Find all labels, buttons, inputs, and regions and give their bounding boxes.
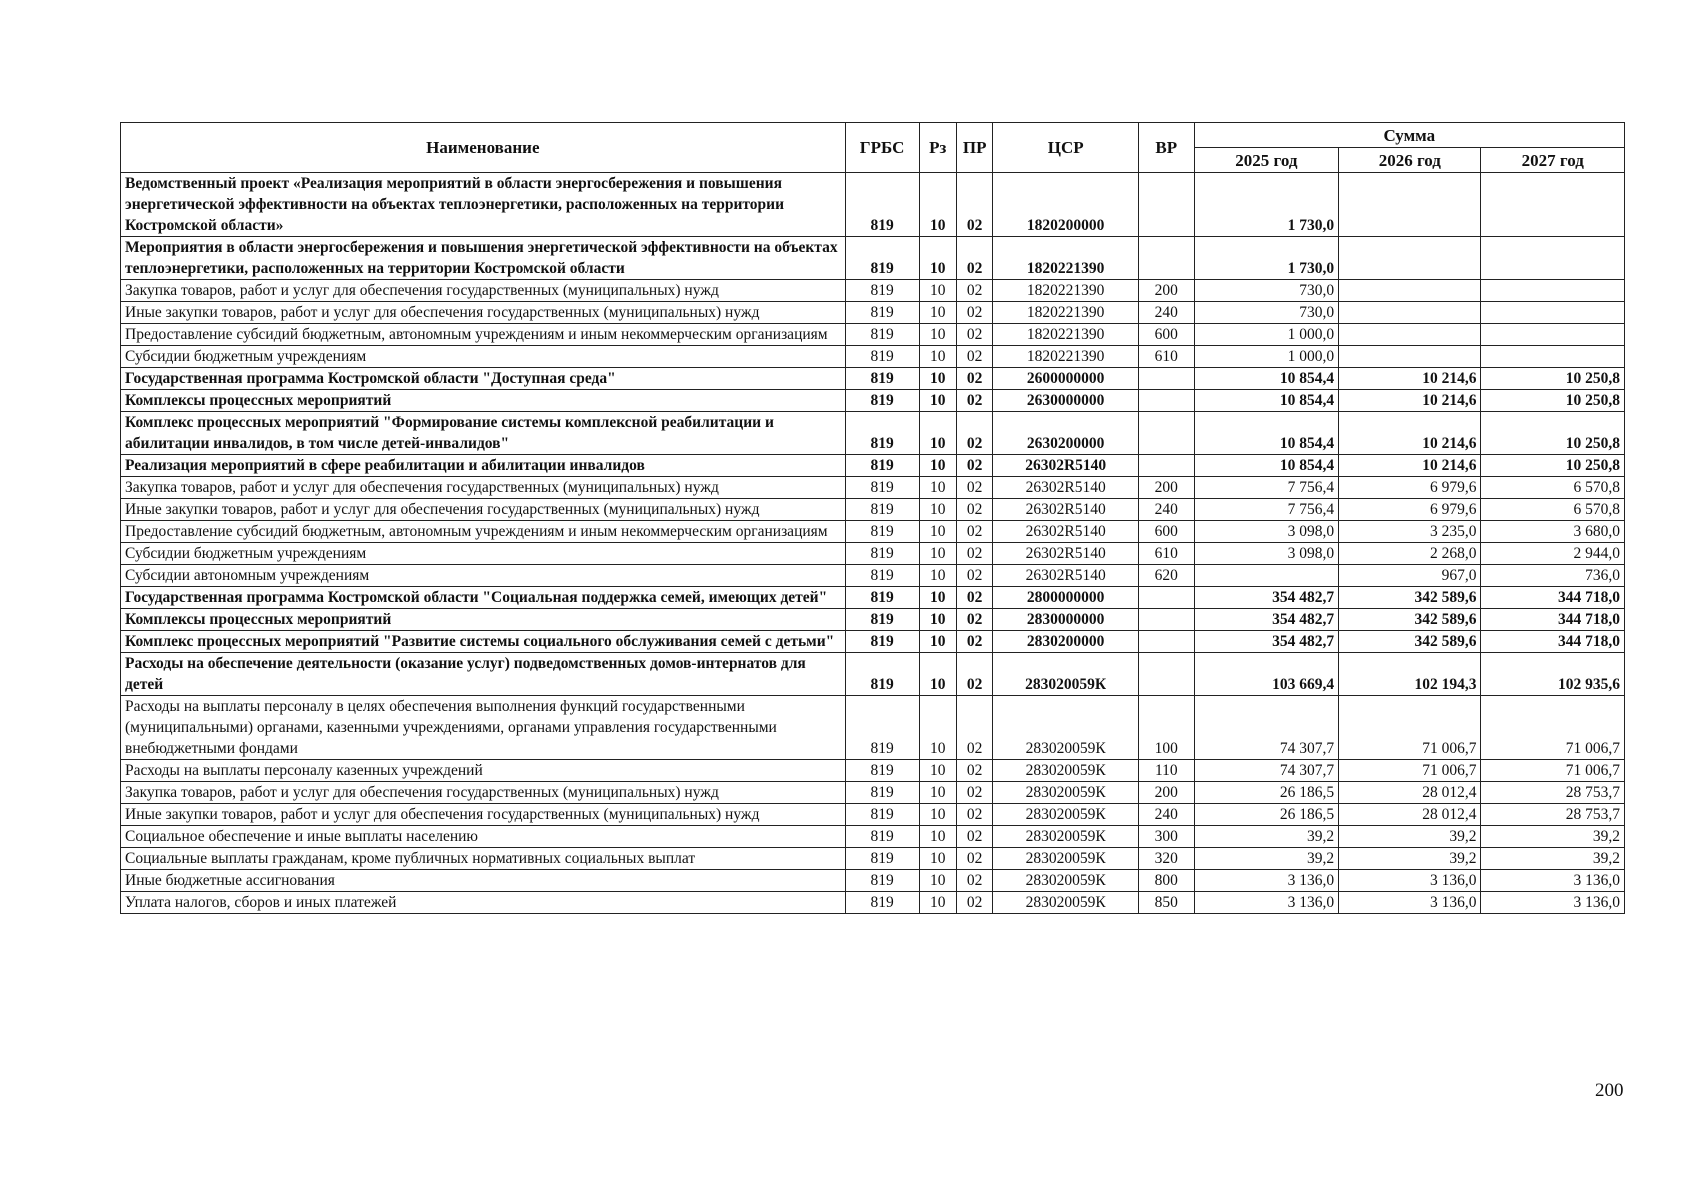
budget-table: [120, 122, 1625, 914]
cell-pr: 02: [956, 565, 992, 587]
cell-grbs: 819: [845, 499, 919, 521]
cell-pr: 02: [956, 477, 992, 499]
cell-rz: 10: [919, 696, 956, 760]
cell-2026: [1339, 173, 1481, 237]
cell-2026: 2 268,0: [1339, 543, 1481, 565]
cell-grbs: 819: [845, 565, 919, 587]
table-row: [121, 237, 1625, 280]
cell-2025: 3 098,0: [1194, 543, 1339, 565]
cell-csr: 1820221390: [993, 302, 1139, 324]
cell-grbs: 819: [845, 609, 919, 631]
cell-grbs: 819: [845, 346, 919, 368]
cell-pr: 02: [956, 412, 992, 455]
cell-rz: 10: [919, 804, 956, 826]
cell-pr: 02: [956, 848, 992, 870]
header-year-2026: 2026 год: [1339, 148, 1481, 173]
cell-2027: [1481, 280, 1625, 302]
header-vr: ВР: [1138, 123, 1194, 173]
cell-name: Мероприятия в области энергосбережения и повышения энергетической эффективности на объектах теплоэнергетики, расположенных на территории Костромской области: [121, 237, 846, 280]
cell-2026: 10 214,6: [1339, 368, 1481, 390]
page-number: 200: [1595, 1080, 1624, 1101]
header-rz: Рз: [919, 123, 956, 173]
cell-2025: 39,2: [1194, 848, 1339, 870]
table-row: [121, 346, 1625, 368]
cell-2025: 3 136,0: [1194, 892, 1339, 914]
cell-rz: 10: [919, 760, 956, 782]
cell-csr: 283020059К: [993, 782, 1139, 804]
cell-grbs: 819: [845, 782, 919, 804]
cell-2025: 26 186,5: [1194, 782, 1339, 804]
cell-grbs: 819: [845, 826, 919, 848]
header-grbs: ГРБС: [845, 123, 919, 173]
cell-vr: [1138, 455, 1194, 477]
cell-vr: 240: [1138, 302, 1194, 324]
cell-csr: 2830000000: [993, 609, 1139, 631]
cell-2025: 103 669,4: [1194, 653, 1339, 696]
cell-pr: 02: [956, 804, 992, 826]
cell-2025: 26 186,5: [1194, 804, 1339, 826]
cell-2025: 74 307,7: [1194, 760, 1339, 782]
cell-name: Расходы на обеспечение деятельности (оказание услуг) подведомственных домов-интернатов для детей: [121, 653, 846, 696]
table-row: [121, 412, 1625, 455]
cell-csr: 283020059К: [993, 653, 1139, 696]
table-row: [121, 826, 1625, 848]
table-row: [121, 521, 1625, 543]
cell-2027: 2 944,0: [1481, 543, 1625, 565]
cell-pr: 02: [956, 782, 992, 804]
cell-vr: [1138, 631, 1194, 653]
cell-2026: 6 979,6: [1339, 499, 1481, 521]
cell-vr: [1138, 237, 1194, 280]
cell-vr: 600: [1138, 324, 1194, 346]
cell-2027: 344 718,0: [1481, 609, 1625, 631]
cell-2027: 10 250,8: [1481, 390, 1625, 412]
table-row: [121, 848, 1625, 870]
cell-2026: 71 006,7: [1339, 696, 1481, 760]
cell-vr: 610: [1138, 346, 1194, 368]
cell-csr: 283020059К: [993, 826, 1139, 848]
cell-grbs: 819: [845, 237, 919, 280]
cell-grbs: 819: [845, 302, 919, 324]
cell-rz: 10: [919, 280, 956, 302]
cell-2027: 39,2: [1481, 848, 1625, 870]
cell-2026: [1339, 346, 1481, 368]
header-csr: ЦСР: [993, 123, 1139, 173]
cell-pr: 02: [956, 892, 992, 914]
cell-2025: 10 854,4: [1194, 412, 1339, 455]
table-row: [121, 609, 1625, 631]
cell-rz: 10: [919, 173, 956, 237]
cell-grbs: 819: [845, 892, 919, 914]
cell-rz: 10: [919, 499, 956, 521]
cell-csr: 2800000000: [993, 587, 1139, 609]
cell-vr: 240: [1138, 499, 1194, 521]
cell-2025: 39,2: [1194, 826, 1339, 848]
cell-pr: 02: [956, 521, 992, 543]
cell-2025: 730,0: [1194, 302, 1339, 324]
cell-vr: [1138, 390, 1194, 412]
cell-rz: 10: [919, 324, 956, 346]
cell-name: Иные бюджетные ассигнования: [121, 870, 846, 892]
cell-2027: [1481, 237, 1625, 280]
cell-name: Субсидии автономным учреждениям: [121, 565, 846, 587]
cell-csr: 1820200000: [993, 173, 1139, 237]
cell-2027: 10 250,8: [1481, 368, 1625, 390]
cell-pr: 02: [956, 173, 992, 237]
cell-2025: 1 000,0: [1194, 346, 1339, 368]
cell-2026: 3 136,0: [1339, 870, 1481, 892]
cell-name: Расходы на выплаты персоналу казенных учреждений: [121, 760, 846, 782]
cell-pr: 02: [956, 237, 992, 280]
cell-csr: 283020059К: [993, 870, 1139, 892]
cell-2026: [1339, 302, 1481, 324]
cell-2027: [1481, 302, 1625, 324]
cell-rz: 10: [919, 631, 956, 653]
cell-2027: [1481, 324, 1625, 346]
cell-2027: 71 006,7: [1481, 760, 1625, 782]
cell-name: Иные закупки товаров, работ и услуг для обеспечения государственных (муниципальных) нужд: [121, 499, 846, 521]
cell-2026: 342 589,6: [1339, 587, 1481, 609]
table-row: [121, 870, 1625, 892]
cell-vr: 800: [1138, 870, 1194, 892]
cell-grbs: 819: [845, 280, 919, 302]
cell-vr: [1138, 609, 1194, 631]
cell-csr: 26302R5140: [993, 543, 1139, 565]
cell-csr: 2630000000: [993, 390, 1139, 412]
table-row: [121, 653, 1625, 696]
cell-2027: [1481, 173, 1625, 237]
cell-2026: 10 214,6: [1339, 455, 1481, 477]
cell-vr: 850: [1138, 892, 1194, 914]
cell-2027: 39,2: [1481, 826, 1625, 848]
cell-pr: 02: [956, 609, 992, 631]
cell-csr: 283020059К: [993, 760, 1139, 782]
cell-2025: 1 730,0: [1194, 173, 1339, 237]
cell-pr: 02: [956, 390, 992, 412]
cell-csr: 2830200000: [993, 631, 1139, 653]
cell-grbs: 819: [845, 368, 919, 390]
cell-rz: 10: [919, 390, 956, 412]
cell-2027: [1481, 346, 1625, 368]
cell-2026: 342 589,6: [1339, 631, 1481, 653]
cell-name: Закупка товаров, работ и услуг для обеспечения государственных (муниципальных) нужд: [121, 782, 846, 804]
table-row: [121, 565, 1625, 587]
cell-2026: 102 194,3: [1339, 653, 1481, 696]
table-row: [121, 455, 1625, 477]
cell-name: Закупка товаров, работ и услуг для обеспечения государственных (муниципальных) нужд: [121, 477, 846, 499]
header-year-2027: 2027 год: [1481, 148, 1625, 173]
cell-pr: 02: [956, 499, 992, 521]
cell-rz: 10: [919, 543, 956, 565]
table-row: [121, 499, 1625, 521]
cell-rz: 10: [919, 609, 956, 631]
table-row: [121, 280, 1625, 302]
cell-vr: 300: [1138, 826, 1194, 848]
cell-rz: 10: [919, 368, 956, 390]
cell-grbs: 819: [845, 412, 919, 455]
cell-2027: 28 753,7: [1481, 804, 1625, 826]
table-row: [121, 631, 1625, 653]
cell-vr: [1138, 587, 1194, 609]
cell-csr: 1820221390: [993, 280, 1139, 302]
table-row: [121, 760, 1625, 782]
cell-2026: 10 214,6: [1339, 390, 1481, 412]
cell-csr: 1820221390: [993, 237, 1139, 280]
cell-2025: 1 000,0: [1194, 324, 1339, 346]
cell-vr: 100: [1138, 696, 1194, 760]
cell-2027: 10 250,8: [1481, 455, 1625, 477]
cell-csr: 26302R5140: [993, 565, 1139, 587]
cell-rz: 10: [919, 455, 956, 477]
cell-2025: 730,0: [1194, 280, 1339, 302]
document-page: [120, 122, 1625, 914]
cell-2025: 10 854,4: [1194, 455, 1339, 477]
cell-2025: 354 482,7: [1194, 587, 1339, 609]
cell-name: Расходы на выплаты персоналу в целях обеспечения выполнения функций государственными (муниципальными) органами, казенными учреждениями, органами управления государственными внебюджетными фондами: [121, 696, 846, 760]
cell-name: Субсидии бюджетным учреждениям: [121, 346, 846, 368]
cell-rz: 10: [919, 848, 956, 870]
table-row: [121, 324, 1625, 346]
cell-name: Реализация мероприятий в сфере реабилитации и абилитации инвалидов: [121, 455, 846, 477]
cell-grbs: 819: [845, 631, 919, 653]
cell-name: Предоставление субсидий бюджетным, автономным учреждениям и иным некоммерческим организациям: [121, 324, 846, 346]
cell-grbs: 819: [845, 543, 919, 565]
cell-csr: 26302R5140: [993, 521, 1139, 543]
cell-2027: 3 136,0: [1481, 892, 1625, 914]
cell-rz: 10: [919, 782, 956, 804]
cell-csr: 26302R5140: [993, 455, 1139, 477]
cell-2025: 1 730,0: [1194, 237, 1339, 280]
cell-name: Комплексы процессных мероприятий: [121, 390, 846, 412]
cell-vr: 200: [1138, 477, 1194, 499]
cell-2026: 10 214,6: [1339, 412, 1481, 455]
cell-2026: [1339, 324, 1481, 346]
cell-2027: 6 570,8: [1481, 499, 1625, 521]
cell-name: Комплексы процессных мероприятий: [121, 609, 846, 631]
cell-grbs: 819: [845, 870, 919, 892]
cell-name: Государственная программа Костромской области "Доступная среда": [121, 368, 846, 390]
table-row: [121, 587, 1625, 609]
cell-2027: 28 753,7: [1481, 782, 1625, 804]
cell-2026: [1339, 237, 1481, 280]
cell-grbs: 819: [845, 848, 919, 870]
cell-2025: 10 854,4: [1194, 368, 1339, 390]
cell-pr: 02: [956, 696, 992, 760]
cell-vr: 200: [1138, 782, 1194, 804]
cell-csr: 283020059К: [993, 804, 1139, 826]
cell-grbs: 819: [845, 587, 919, 609]
cell-name: Комплекс процессных мероприятий "Формирование системы комплексной реабилитации и абилитации инвалидов, в том числе детей-инвалидов": [121, 412, 846, 455]
cell-pr: 02: [956, 280, 992, 302]
cell-2025: 3 136,0: [1194, 870, 1339, 892]
table-row: [121, 173, 1625, 237]
cell-name: Социальное обеспечение и иные выплаты населению: [121, 826, 846, 848]
header-sum: Сумма: [1194, 123, 1624, 148]
cell-rz: 10: [919, 302, 956, 324]
cell-vr: [1138, 412, 1194, 455]
cell-2025: 7 756,4: [1194, 499, 1339, 521]
cell-csr: 2600000000: [993, 368, 1139, 390]
header-name: Наименование: [121, 123, 846, 173]
cell-pr: 02: [956, 653, 992, 696]
table-row: [121, 368, 1625, 390]
table-row: [121, 390, 1625, 412]
cell-name: Уплата налогов, сборов и иных платежей: [121, 892, 846, 914]
cell-pr: 02: [956, 587, 992, 609]
cell-vr: 620: [1138, 565, 1194, 587]
table-row: [121, 477, 1625, 499]
cell-rz: 10: [919, 477, 956, 499]
cell-pr: 02: [956, 543, 992, 565]
header-year-2025: 2025 год: [1194, 148, 1339, 173]
cell-2025: 10 854,4: [1194, 390, 1339, 412]
cell-rz: 10: [919, 346, 956, 368]
cell-rz: 10: [919, 870, 956, 892]
cell-2026: 28 012,4: [1339, 782, 1481, 804]
cell-vr: [1138, 368, 1194, 390]
cell-csr: 283020059К: [993, 696, 1139, 760]
table-row: [121, 892, 1625, 914]
cell-rz: 10: [919, 237, 956, 280]
cell-vr: 240: [1138, 804, 1194, 826]
cell-2026: 3 136,0: [1339, 892, 1481, 914]
cell-vr: 610: [1138, 543, 1194, 565]
cell-csr: 1820221390: [993, 324, 1139, 346]
cell-rz: 10: [919, 892, 956, 914]
cell-grbs: 819: [845, 173, 919, 237]
cell-vr: 200: [1138, 280, 1194, 302]
cell-pr: 02: [956, 346, 992, 368]
cell-name: Предоставление субсидий бюджетным, автономным учреждениям и иным некоммерческим организациям: [121, 521, 846, 543]
cell-grbs: 819: [845, 390, 919, 412]
cell-rz: 10: [919, 587, 956, 609]
cell-csr: 26302R5140: [993, 477, 1139, 499]
cell-grbs: 819: [845, 477, 919, 499]
cell-2027: 3 680,0: [1481, 521, 1625, 543]
cell-pr: 02: [956, 870, 992, 892]
cell-grbs: 819: [845, 521, 919, 543]
cell-rz: 10: [919, 565, 956, 587]
cell-pr: 02: [956, 455, 992, 477]
cell-2026: 28 012,4: [1339, 804, 1481, 826]
cell-pr: 02: [956, 302, 992, 324]
cell-2027: 6 570,8: [1481, 477, 1625, 499]
cell-vr: [1138, 653, 1194, 696]
cell-grbs: 819: [845, 696, 919, 760]
cell-rz: 10: [919, 521, 956, 543]
cell-2025: 74 307,7: [1194, 696, 1339, 760]
cell-vr: 110: [1138, 760, 1194, 782]
table-row: [121, 543, 1625, 565]
cell-2027: 102 935,6: [1481, 653, 1625, 696]
cell-name: Иные закупки товаров, работ и услуг для обеспечения государственных (муниципальных) нужд: [121, 302, 846, 324]
cell-2026: 342 589,6: [1339, 609, 1481, 631]
cell-vr: [1138, 173, 1194, 237]
table-row: [121, 804, 1625, 826]
cell-pr: 02: [956, 760, 992, 782]
cell-vr: 320: [1138, 848, 1194, 870]
cell-grbs: 819: [845, 653, 919, 696]
table-body: [121, 173, 1625, 914]
cell-rz: 10: [919, 826, 956, 848]
cell-2026: [1339, 280, 1481, 302]
cell-grbs: 819: [845, 324, 919, 346]
header-pr: ПР: [956, 123, 992, 173]
table-row: [121, 782, 1625, 804]
cell-2025: 354 482,7: [1194, 631, 1339, 653]
cell-grbs: 819: [845, 804, 919, 826]
cell-name: Ведомственный проект «Реализация мероприятий в области энергосбережения и повышения энергетической эффективности на объектах теплоэнергетики, расположенных на территории Костромской области»: [121, 173, 846, 237]
cell-2027: 3 136,0: [1481, 870, 1625, 892]
cell-2026: 967,0: [1339, 565, 1481, 587]
cell-2026: 6 979,6: [1339, 477, 1481, 499]
cell-2025: [1194, 565, 1339, 587]
cell-name: Субсидии бюджетным учреждениям: [121, 543, 846, 565]
cell-csr: 2630200000: [993, 412, 1139, 455]
cell-2027: 344 718,0: [1481, 587, 1625, 609]
cell-csr: 26302R5140: [993, 499, 1139, 521]
cell-2027: 71 006,7: [1481, 696, 1625, 760]
cell-rz: 10: [919, 653, 956, 696]
cell-pr: 02: [956, 826, 992, 848]
cell-2025: 7 756,4: [1194, 477, 1339, 499]
cell-2027: 736,0: [1481, 565, 1625, 587]
cell-2026: 39,2: [1339, 848, 1481, 870]
cell-2025: 3 098,0: [1194, 521, 1339, 543]
cell-pr: 02: [956, 368, 992, 390]
cell-name: Государственная программа Костромской области "Социальная поддержка семей, имеющих детей": [121, 587, 846, 609]
cell-2026: 3 235,0: [1339, 521, 1481, 543]
cell-grbs: 819: [845, 455, 919, 477]
cell-name: Иные закупки товаров, работ и услуг для обеспечения государственных (муниципальных) нужд: [121, 804, 846, 826]
table-row: [121, 696, 1625, 760]
cell-2027: 10 250,8: [1481, 412, 1625, 455]
cell-pr: 02: [956, 324, 992, 346]
cell-csr: 1820221390: [993, 346, 1139, 368]
cell-csr: 283020059К: [993, 848, 1139, 870]
cell-pr: 02: [956, 631, 992, 653]
cell-grbs: 819: [845, 760, 919, 782]
cell-2025: 354 482,7: [1194, 609, 1339, 631]
cell-vr: 600: [1138, 521, 1194, 543]
cell-2027: 344 718,0: [1481, 631, 1625, 653]
table-row: [121, 302, 1625, 324]
cell-name: Социальные выплаты гражданам, кроме публичных нормативных социальных выплат: [121, 848, 846, 870]
cell-name: Закупка товаров, работ и услуг для обеспечения государственных (муниципальных) нужд: [121, 280, 846, 302]
cell-2026: 39,2: [1339, 826, 1481, 848]
cell-rz: 10: [919, 412, 956, 455]
cell-name: Комплекс процессных мероприятий "Развитие системы социального обслуживания семей с детьми": [121, 631, 846, 653]
cell-csr: 283020059К: [993, 892, 1139, 914]
cell-2026: 71 006,7: [1339, 760, 1481, 782]
